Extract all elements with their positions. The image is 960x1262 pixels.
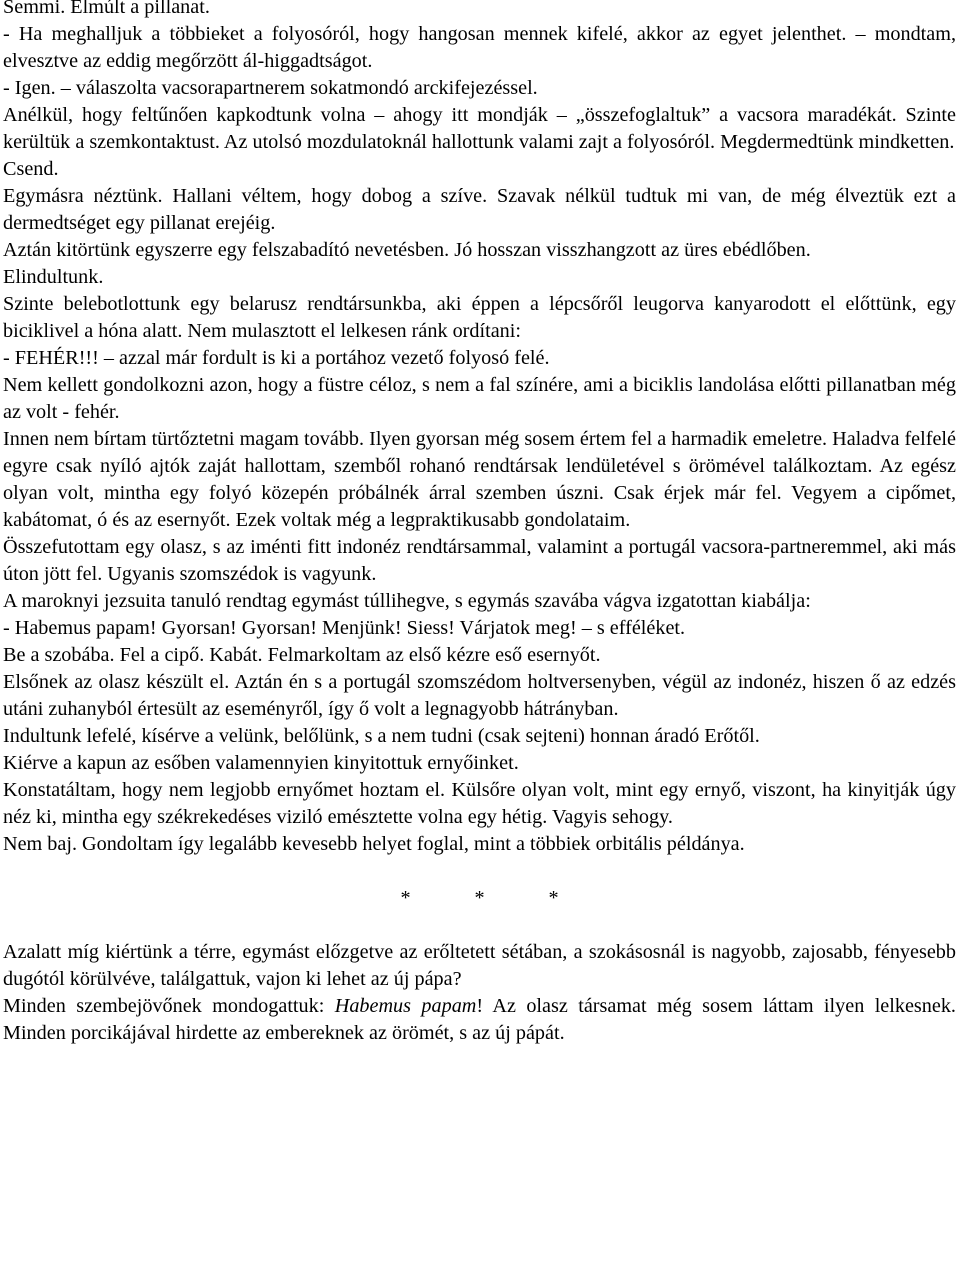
paragraph: Egymásra néztünk. Hallani véltem, hogy dobog a szíve. Szavak nélkül tudtuk mi van, de még élveztük ezt a dermedtséget egy pillanat erejéig. bbox=[3, 185, 956, 234]
paragraph: - Ha meghalljuk a többieket a folyosóról, hogy hangosan mennek kifelé, akkor az egyet jelenthet. – mondtam, elvesztve az eddig megőrzött ál-higgadtságot. bbox=[3, 23, 956, 72]
paragraph: Azalatt míg kiértünk a térre, egymást előzgetve az erőltetett sétában, a szokásosnál is nagyobb, zajosabb, fényesebb dugótól körülvéve, találgattuk, vajon ki lehet az új pápa? bbox=[3, 941, 956, 990]
paragraph: Aztán kitörtünk egyszerre egy felszabadító nevetésben. Jó hosszan visszhangzott az üres ebédlőben. bbox=[3, 239, 811, 261]
separator-star: * bbox=[548, 887, 559, 909]
paragraph: - FEHÉR!!! – azzal már fordult is ki a portához vezető folyosó felé. bbox=[3, 347, 550, 369]
italic-text: Habemus papam bbox=[334, 995, 477, 1017]
paragraph: Nem baj. Gondoltam így legalább kevesebb helyet foglal, mint a többiek orbitális példánya. bbox=[3, 833, 745, 855]
separator-star: * bbox=[400, 887, 411, 909]
paragraph: Semmi. Elmúlt a pillanat. bbox=[3, 0, 210, 18]
paragraph: - Habemus papam! Gyorsan! Gyorsan! Menjünk! Siess! Várjatok meg! – s efféléket. bbox=[3, 617, 686, 639]
paragraph: Innen nem bírtam türtőztetni magam tovább. Ilyen gyorsan még sosem értem fel a harmadik emeletre. Haladva felfelé egyre csak nyíló ajtók zaját hallottam, szemből rohanó rendtársak lendületével s örömével találkoztam. Az egész olyan volt, mintha egy folyó közepén próbálnék árral szemben úszni. Csak érjek már fel. Vegyem a cipőmet, kabátomat, ó és az esernyőt. Ezek voltak még a legpraktikusabb gondolataim. bbox=[3, 428, 956, 531]
paragraph: Kiérve a kapun az esőben valamennyien kinyitottuk ernyőinket. bbox=[3, 752, 519, 774]
document-page bbox=[3, 0, 956, 1047]
text-run: ! Az olasz társamat még sosem láttam ilyen lelkesnek. Minden porcikájával hirdette az embereknek az örömét, s az új pápát. bbox=[3, 995, 956, 1044]
paragraph: Anélkül, hogy feltűnően kapkodtunk volna – ahogy itt mondják – „összefoglaltuk” a vacsora maradékát. Szinte kerültük a szemkontaktust. Az utolsó mozdulatoknál hallottunk valami zajt a folyosóról. Megdermedtünk mindketten. bbox=[3, 104, 956, 153]
paragraph: Szinte belebotlottunk egy belarusz rendtársunkba, aki éppen a lépcsőről leugorva kanyarodott el előttünk, egy biciklivel a hóna alatt. Nem mulasztott el lelkesen ránk ordítani: bbox=[3, 293, 956, 342]
paragraph: Összefutottam egy olasz, s az iménti fitt indonéz rendtársammal, valamint a portugál vacsora-partneremmel, aki más úton jött fel. Ugyanis szomszédok is vagyunk. bbox=[3, 536, 956, 585]
paragraph: A maroknyi jezsuita tanuló rendtag egymást túllihegve, s egymás szavába vágva izgatottan kiabálja: bbox=[3, 590, 811, 612]
paragraph: Indultunk lefelé, kísérve a velünk, belőlünk, s a nem tudni (csak sejteni) honnan áradó Erőtől. bbox=[3, 725, 760, 747]
separator-star: * bbox=[474, 887, 485, 909]
paragraph: Elindultunk. bbox=[3, 266, 104, 288]
paragraph: Konstatáltam, hogy nem legjobb ernyőmet hoztam el. Külsőre olyan volt, mint egy ernyő, viszont, ha kinyitják úgy néz ki, mintha egy székrekedéses viziló emésztette volna egy hétig. Vagyis sehogy. bbox=[3, 779, 956, 828]
paragraph: Elsőnek az olasz készült el. Aztán én s a portugál szomszédom holtversenyben, végül az indonéz, hiszen ő az edzés utáni zuhanyból értesült az eseményről, így ő volt a legnagyobb hátrányban. bbox=[3, 671, 956, 720]
paragraph: Csend. bbox=[3, 158, 59, 180]
paragraph-with-italic bbox=[3, 993, 956, 1047]
paragraph: Be a szobába. Fel a cipő. Kabát. Felmarkoltam az első kézre eső esernyőt. bbox=[3, 644, 601, 666]
paragraph: - Igen. – válaszolta vacsorapartnerem sokatmondó arckifejezéssel. bbox=[3, 77, 538, 99]
text-run: Minden szembejövőnek mondogattuk: bbox=[3, 995, 335, 1017]
section-separator bbox=[3, 858, 956, 939]
paragraph: Nem kellett gondolkozni azon, hogy a füstre céloz, s nem a fal színére, ami a biciklis landolása előtti pillanatban még az volt - fehér. bbox=[3, 374, 956, 423]
